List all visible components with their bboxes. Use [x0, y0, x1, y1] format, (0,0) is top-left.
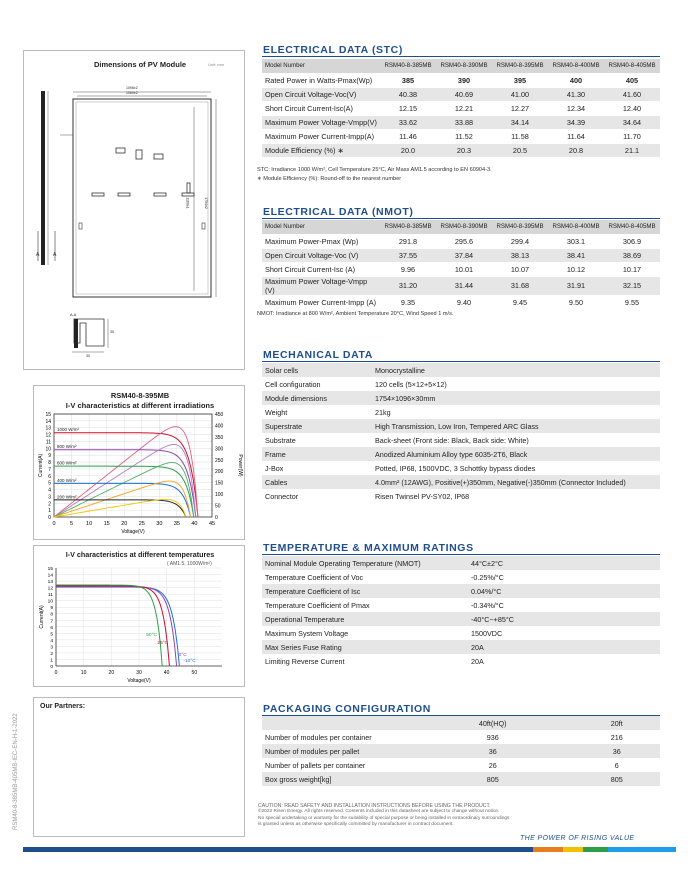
- table-row: [262, 598, 660, 612]
- table-row: [262, 461, 660, 475]
- iv-curve-line: [56, 585, 162, 666]
- stc-header-cell: RSM40-8-395MB: [492, 59, 548, 73]
- y-tick-label: 10: [45, 446, 51, 453]
- cell: 805: [573, 772, 660, 786]
- cell: 20.3: [436, 143, 492, 157]
- x-tick-label: 0: [54, 670, 58, 676]
- row-label: Rated Power in Watts-Pmax(Wp): [262, 73, 380, 87]
- row-label: Nominal Module Operating Temperature (NMOT): [262, 556, 468, 570]
- x-tick-label: 20: [121, 521, 128, 527]
- series-label: 50°C: [146, 633, 157, 638]
- cell: 385: [380, 73, 436, 87]
- cell: Back-sheet (Front side: Black, Back side: White): [372, 433, 660, 447]
- y-tick-label: 11: [48, 593, 53, 599]
- temperature-chart: [34, 546, 246, 688]
- cell: 805: [412, 772, 573, 786]
- row-label: Maximum Power Voltage-Vmpp (V): [262, 276, 380, 295]
- cell: 291.8: [380, 234, 436, 248]
- cell: 38.13: [492, 248, 548, 262]
- table-row: [262, 87, 660, 101]
- nmot-title-rule: [262, 218, 660, 219]
- table-row: [262, 640, 660, 654]
- cell: 20A: [468, 640, 660, 654]
- cell: 31.68: [492, 276, 548, 295]
- table-row: [262, 772, 660, 786]
- y-tick-label: 3: [48, 494, 51, 501]
- x-tick-label: 20: [108, 670, 115, 676]
- cell: 33.88: [436, 115, 492, 129]
- cell: 41.00: [492, 87, 548, 101]
- x-tick-label: 0: [52, 521, 56, 527]
- cell: 20.5: [492, 143, 548, 157]
- cell: 4.0mm² (12AWG), Positive(+)350mm, Negative(-)350mm (Connector Included): [372, 475, 660, 489]
- cell: 10.17: [604, 262, 660, 276]
- row-label: Module Efficiency (%) ∗: [262, 143, 380, 157]
- dim-frame-width: 30: [86, 354, 90, 358]
- cell: 11.64: [548, 129, 604, 143]
- table-row: [262, 143, 660, 157]
- temperature-title-rule: [262, 554, 660, 555]
- packaging-table: [262, 716, 660, 786]
- x-tick-label: 5: [70, 521, 74, 527]
- row-label: Temperature Coefficient of Voc: [262, 570, 468, 584]
- x-axis-label: Voltage(V): [127, 678, 151, 684]
- row-label: Maximum Power Voltage-Vmpp(V): [262, 115, 380, 129]
- cell: 9.45: [492, 295, 548, 309]
- y-tick-label: 15: [45, 412, 51, 418]
- series-label: 1000 W/m²: [57, 427, 80, 433]
- stc-header-cell: Model Number: [262, 59, 380, 73]
- row-label: Maximum Power Current-Impp(A): [262, 129, 380, 143]
- table-row: [262, 73, 660, 87]
- cell: 12.40: [604, 101, 660, 115]
- table-row: [262, 612, 660, 626]
- cell: 395: [492, 73, 548, 87]
- y2-axis-label: Power(W): [237, 454, 243, 477]
- cell: Potted, IP68, 1500VDC, 3 Schottky bypass diodes: [372, 461, 660, 475]
- temperature-chart-title: I-V characteristics at different temperatures: [65, 550, 215, 559]
- table-row: [262, 626, 660, 640]
- y-tick-label: 14: [47, 573, 53, 579]
- power-curve-line: [54, 499, 186, 517]
- y2-tick-label: 350: [215, 434, 224, 441]
- cell: 41.60: [604, 87, 660, 101]
- row-label: Box gross weight[kg]: [262, 772, 412, 786]
- table-row: [262, 433, 660, 447]
- cell: 6: [573, 758, 660, 772]
- y2-tick-label: 300: [215, 446, 224, 453]
- row-label: Limiting Reverse Current: [262, 654, 468, 668]
- cell: 9.55: [604, 295, 660, 309]
- cell: 21.1: [604, 143, 660, 157]
- row-label: Connector: [262, 489, 372, 503]
- nmot-header-cell: Model Number: [262, 220, 380, 234]
- cell: 936: [412, 730, 573, 744]
- x-tick-label: 30: [136, 670, 142, 676]
- row-label: J-Box: [262, 461, 372, 475]
- cell: 303.1: [548, 234, 604, 248]
- table-row: [262, 101, 660, 115]
- cell: 120 cells (5×12+5×12): [372, 377, 660, 391]
- y2-tick-label: 200: [215, 469, 224, 476]
- row-label: Cables: [262, 475, 372, 489]
- row-label: Number of modules per pallet: [262, 744, 412, 758]
- cell: 44°C±2°C: [468, 556, 660, 570]
- row-label: Maximum Power Current-Impp (A): [262, 295, 380, 309]
- cell: 41.30: [548, 87, 604, 101]
- mechanical-title-rule: [262, 361, 660, 362]
- series-label: 400 W/m²: [57, 477, 77, 483]
- cell: 36: [412, 744, 573, 758]
- cell: 10.01: [436, 262, 492, 276]
- cell: 10.12: [548, 262, 604, 276]
- cell: 37.55: [380, 248, 436, 262]
- stc-title: ELECTRICAL DATA (STC): [263, 44, 403, 56]
- y-tick-label: 12: [45, 432, 51, 439]
- x-tick-label: 25: [138, 521, 145, 527]
- temperature-chart-panel: [33, 545, 245, 687]
- cell: 216: [573, 730, 660, 744]
- nmot-header-cell: RSM40-8-405MB: [604, 220, 660, 234]
- y-tick-label: 14: [45, 418, 51, 425]
- y-tick-label: 10: [47, 599, 53, 605]
- dim-hole-spacing: 1160±1: [185, 197, 190, 209]
- dim-frame-height: 35: [110, 330, 114, 334]
- nmot-header-cell: RSM40-8-400MB: [548, 220, 604, 234]
- packaging-title: PACKAGING CONFIGURATION: [263, 703, 431, 715]
- section-label-a-right: A: [53, 252, 57, 258]
- cell: 32.15: [604, 276, 660, 295]
- cell: [262, 716, 412, 730]
- dim-width-outer: 1096±2: [126, 86, 138, 90]
- y2-tick-label: 250: [215, 457, 224, 464]
- table-row: [262, 129, 660, 143]
- caution-line-4: is granted unless as otherwise specifically committed by manufacturer in contract document.: [258, 821, 454, 827]
- table-row: [262, 363, 660, 377]
- table-row: [262, 295, 660, 309]
- table-row: [262, 234, 660, 248]
- temperature-table: [262, 556, 660, 668]
- y-tick-label: 6: [50, 625, 53, 631]
- cell: 405: [604, 73, 660, 87]
- packaging-header-row: [262, 716, 660, 730]
- row-label: Frame: [262, 447, 372, 461]
- stc-header-row: [262, 59, 660, 73]
- nmot-title: ELECTRICAL DATA (NMOT): [263, 206, 414, 218]
- table-row: [262, 744, 660, 758]
- cell: Anodized Aluminium Alloy type 6035-2T6, Black: [372, 447, 660, 461]
- irradiance-chart: [34, 386, 246, 541]
- module-drawing: [24, 51, 246, 371]
- y-tick-label: 3: [50, 645, 53, 651]
- cell: 40.69: [436, 87, 492, 101]
- irradiance-chart-subtitle: I-V characteristics at different irradiations: [65, 401, 215, 410]
- table-row: [262, 115, 660, 129]
- y-tick-label: 4: [48, 487, 51, 494]
- y2-tick-label: 100: [215, 492, 224, 499]
- cell: 10.07: [492, 262, 548, 276]
- cell: 1754×1096×30mm: [372, 391, 660, 405]
- cell: 295.6: [436, 234, 492, 248]
- x-tick-label: 35: [173, 521, 180, 527]
- table-row: [262, 405, 660, 419]
- series-label: 800 W/m²: [57, 444, 77, 450]
- irradiance-chart-title: RSM40-8-395MB: [110, 391, 170, 400]
- table-row: [262, 447, 660, 461]
- y-tick-label: 15: [47, 567, 53, 572]
- caution-line-3: No special undertaking or warranty for the suitability of special purpose or being installed in extraordinary surroundings: [258, 815, 510, 821]
- cell: 20A: [468, 654, 660, 668]
- y-tick-label: 2: [50, 651, 53, 657]
- row-label: Short Circuit Current-Isc (A): [262, 262, 380, 276]
- stc-header-cell: RSM40-8-400MB: [548, 59, 604, 73]
- cell: 21kg: [372, 405, 660, 419]
- cell: 390: [436, 73, 492, 87]
- y-tick-label: 7: [48, 466, 51, 473]
- cell: 38.69: [604, 248, 660, 262]
- cell: 12.27: [492, 101, 548, 115]
- dim-width-inner: 1060±2: [126, 91, 138, 95]
- iv-curve-line: [54, 466, 194, 517]
- cell: -0.25%/°C: [468, 570, 660, 584]
- table-row: [262, 475, 660, 489]
- table-row: [262, 377, 660, 391]
- y-tick-label: 9: [48, 453, 51, 460]
- row-label: Weight: [262, 405, 372, 419]
- caution-text: [258, 803, 509, 828]
- y-tick-label: 6: [48, 473, 51, 480]
- cell: 38.41: [548, 248, 604, 262]
- table-row: [262, 391, 660, 405]
- cell: 9.96: [380, 262, 436, 276]
- row-label: Number of pallets per container: [262, 758, 412, 772]
- x-tick-label: 10: [86, 521, 93, 527]
- table-row: [262, 730, 660, 744]
- series-label: 600 W/m²: [57, 460, 77, 466]
- partners-panel: [33, 697, 245, 837]
- cell: 9.40: [436, 295, 492, 309]
- table-row: [262, 262, 660, 276]
- slogan: THE POWER OF RISING VALUE: [520, 835, 635, 842]
- cell: 40.38: [380, 87, 436, 101]
- y-axis-label: Current(A): [38, 453, 44, 478]
- cell: 11.46: [380, 129, 436, 143]
- cell: 306.9: [604, 234, 660, 248]
- x-tick-label: 10: [80, 670, 87, 676]
- row-label: Module dimensions: [262, 391, 372, 405]
- x-tick-label: 50: [191, 670, 198, 676]
- dimensions-unit: Unit: mm: [208, 62, 224, 67]
- table-row: [262, 276, 660, 295]
- y-tick-label: 2: [48, 501, 51, 508]
- y2-tick-label: 0: [215, 515, 218, 521]
- footer-bar-lightblue: [608, 847, 676, 852]
- x-tick-label: 40: [191, 521, 198, 527]
- y-tick-label: 8: [48, 460, 51, 467]
- cell: Risen Twinsel PV-SY02, IP68: [372, 489, 660, 503]
- stc-header-cell: RSM40-8-390MB: [436, 59, 492, 73]
- document-code: RSM40-8-385MB-405MB-IEC-EN-H-1-2022: [13, 713, 19, 830]
- cell: 20ft: [573, 716, 660, 730]
- table-row: [262, 570, 660, 584]
- row-label: Number of modules per container: [262, 730, 412, 744]
- footer-bar-blue: [23, 847, 533, 852]
- caution-line-1: CAUTION: READ SAFETY AND INSTALLATION INSTRUCTIONS BEFORE USING THE PRODUCT.: [258, 803, 491, 809]
- row-label: Open Circuit Voltage-Voc (V): [262, 248, 380, 262]
- iv-curve-line: [56, 586, 169, 666]
- y-tick-label: 0: [48, 515, 51, 521]
- stc-note-1: STC: Irradiance 1000 W/m², Cell Temperature 25°C, Air Mass AM1.5 according to EN 60904-3.: [257, 167, 492, 173]
- cell: -0.34%/°C: [468, 598, 660, 612]
- y-tick-label: 1: [50, 658, 53, 664]
- cell: 20.8: [548, 143, 604, 157]
- y-tick-label: 11: [45, 439, 51, 446]
- nmot-header-cell: RSM40-8-390MB: [436, 220, 492, 234]
- nmot-header-cell: RSM40-8-385MB: [380, 220, 436, 234]
- y2-tick-label: 150: [215, 480, 224, 487]
- row-label: Superstrate: [262, 419, 372, 433]
- footer-bar-yellow: [563, 847, 583, 852]
- stc-table: [262, 59, 660, 158]
- row-label: Maximum Power-Pmax (Wp): [262, 234, 380, 248]
- cell: 1500VDC: [468, 626, 660, 640]
- nmot-header-cell: RSM40-8-395MB: [492, 220, 548, 234]
- y2-tick-label: 450: [215, 412, 224, 418]
- x-tick-label: 15: [103, 521, 110, 527]
- y-axis-label: Current(A): [39, 605, 45, 629]
- cell: 36: [573, 744, 660, 758]
- x-axis-label: Voltage(V): [121, 529, 145, 535]
- dimensions-title: Dimensions of PV Module: [94, 60, 187, 69]
- y-tick-label: 13: [45, 425, 51, 432]
- nmot-header-row: [262, 220, 660, 234]
- mechanical-title: MECHANICAL DATA: [263, 349, 373, 361]
- y-tick-label: 12: [47, 586, 53, 592]
- temperature-title: TEMPERATURE & MAXIMUM RATINGS: [263, 542, 474, 554]
- cell: 40ft(HQ): [412, 716, 573, 730]
- x-tick-label: 30: [156, 521, 163, 527]
- table-row: [262, 556, 660, 570]
- y-tick-label: 0: [50, 665, 53, 670]
- stc-header-cell: RSM40-8-385MB: [380, 59, 436, 73]
- cell: 0.04%/°C: [468, 584, 660, 598]
- cell: 34.14: [492, 115, 548, 129]
- dimensions-panel: [23, 50, 245, 370]
- cell: 12.34: [548, 101, 604, 115]
- footer-bar-orange: [533, 847, 563, 852]
- row-label: Max Series Fuse Rating: [262, 640, 468, 654]
- series-label: 200 W/m²: [57, 494, 77, 500]
- cell: 11.52: [436, 129, 492, 143]
- series-label: 25°C: [157, 641, 169, 646]
- stc-header-cell: RSM40-8-405MB: [604, 59, 660, 73]
- row-label: Substrate: [262, 433, 372, 447]
- stc-title-rule: [262, 56, 660, 57]
- table-row: [262, 419, 660, 433]
- table-row: [262, 248, 660, 262]
- cell: 20.0: [380, 143, 436, 157]
- x-tick-label: 40: [163, 670, 170, 676]
- table-row: [262, 758, 660, 772]
- section-label-aa: A-A: [70, 313, 77, 317]
- cell: 26: [412, 758, 573, 772]
- y-tick-label: 7: [50, 619, 53, 625]
- row-label: Short Circuit Current-Isc(A): [262, 101, 380, 115]
- partners-label: Our Partners:: [40, 703, 86, 710]
- table-row: [262, 654, 660, 668]
- row-label: Cell configuration: [262, 377, 372, 391]
- footer-bar-green: [583, 847, 608, 852]
- series-label: 0°C: [178, 653, 187, 658]
- cell: 11.58: [492, 129, 548, 143]
- cell: 33.62: [380, 115, 436, 129]
- row-label: Temperature Coefficient of Isc: [262, 584, 468, 598]
- y-tick-label: 5: [48, 480, 51, 487]
- y-tick-label: 4: [50, 638, 53, 644]
- cell: 34.64: [604, 115, 660, 129]
- table-row: [262, 489, 660, 503]
- y2-tick-label: 50: [215, 503, 221, 510]
- cell: 12.15: [380, 101, 436, 115]
- y-tick-label: 1: [48, 508, 51, 515]
- cell: 299.4: [492, 234, 548, 248]
- cell: 31.44: [436, 276, 492, 295]
- cell: 31.91: [548, 276, 604, 295]
- y-tick-label: 9: [50, 606, 53, 612]
- y-tick-label: 8: [50, 612, 53, 618]
- x-tick-label: 45: [208, 521, 216, 527]
- cell: 400: [548, 73, 604, 87]
- cell: 9.35: [380, 295, 436, 309]
- row-label: Operational Temperature: [262, 612, 468, 626]
- y-tick-label: 13: [47, 580, 53, 586]
- section-label-a-left: A: [36, 252, 40, 258]
- cell: 12.21: [436, 101, 492, 115]
- table-row: [262, 584, 660, 598]
- stc-note-2: ∗ Module Efficiency (%): Round-off to the nearest number: [257, 176, 402, 182]
- cell: 11.70: [604, 129, 660, 143]
- cell: 34.39: [548, 115, 604, 129]
- y-tick-label: 5: [50, 632, 53, 638]
- nmot-note: NMOT: Irradiance at 800 W/m², Ambient Temperature 20°C, Wind Speed 1 m/s.: [257, 311, 454, 317]
- cell: -40°C~+85°C: [468, 612, 660, 626]
- row-label: Solar cells: [262, 363, 372, 377]
- cell: 37.84: [436, 248, 492, 262]
- row-label: Maximum System Voltage: [262, 626, 468, 640]
- dim-length: 1754±2: [203, 197, 208, 209]
- irradiance-chart-panel: [33, 385, 245, 540]
- temperature-chart-annotation: ( AM1.5, 1000W/m²): [167, 561, 212, 567]
- series-label: -10°C: [183, 659, 196, 664]
- row-label: Open Circuit Voltage-Voc(V): [262, 87, 380, 101]
- y2-tick-label: 400: [215, 423, 224, 430]
- nmot-table: [262, 220, 660, 310]
- cell: High Transmission, Low Iron, Tempered ARC Glass: [372, 419, 660, 433]
- cell: Monocrystalline: [372, 363, 660, 377]
- mechanical-table: [262, 363, 660, 503]
- caution-line-2: ©2022 Risen Energy. All rights reserved. Contents included in this datasheet are subject to change without notice.: [258, 809, 500, 815]
- cell: 9.50: [548, 295, 604, 309]
- row-label: Temperature Coefficient of Pmax: [262, 598, 468, 612]
- cell: 31.20: [380, 276, 436, 295]
- iv-curve-line: [54, 500, 186, 517]
